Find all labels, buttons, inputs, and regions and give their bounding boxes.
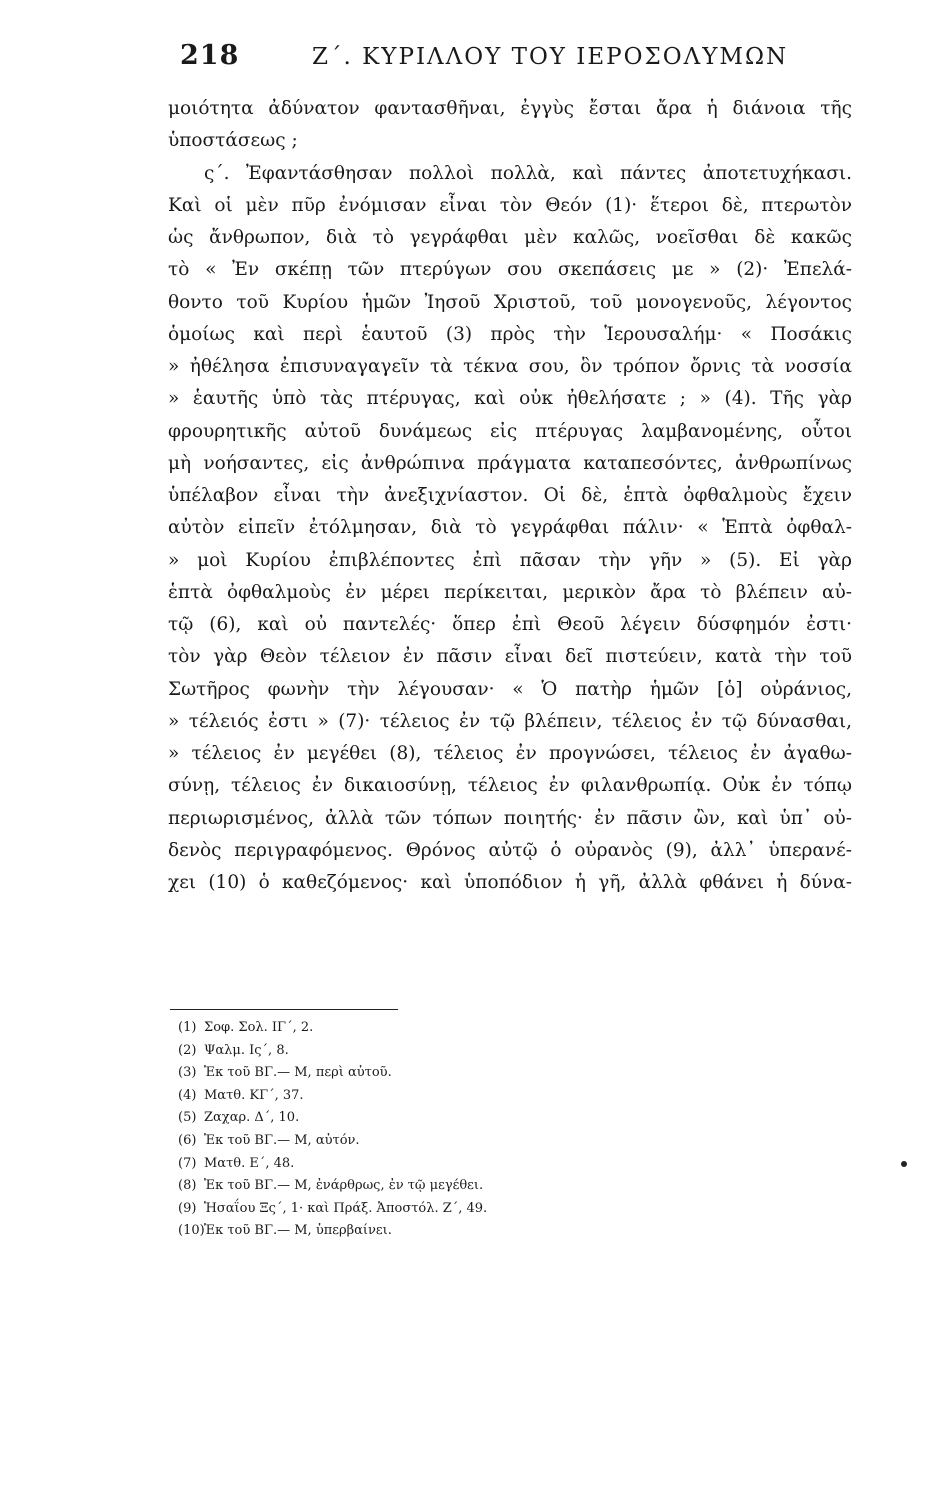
text-line: τῷ (6), καὶ οὐ παντελές· ὅπερ ἐπὶ Θεοῦ λέγειν δύσφημόν ἐστι· <box>168 614 852 635</box>
main-text <box>168 93 852 899</box>
text-line: αὐτὸν εἰπεῖν ἐτόλμησαν, διὰ τὸ γεγράφθαι πάλιν· « Ἑπτὰ ὀφθαλ- <box>168 517 852 539</box>
footnote <box>178 1062 678 1085</box>
footnote-text: Ἐκ τοῦ ΒΓ.— Μ, περὶ αὐτοῦ. <box>204 1065 392 1081</box>
footnote-number: (4) <box>178 1087 197 1103</box>
footnote <box>178 1175 678 1198</box>
footnote-number: (5) <box>178 1110 197 1126</box>
text-line: ὑποστάσεως ; <box>168 130 298 152</box>
footnote-text: Ματθ. ΚΓ΄, 37. <box>204 1087 304 1103</box>
footnotes <box>178 1017 678 1243</box>
footnote <box>178 1017 678 1040</box>
footnote <box>178 1198 678 1221</box>
text-line: περιωρισμένος, ἀλλὰ τῶν τόπων ποιητής· ἐν πᾶσιν ὢν, καὶ ὑπ᾽ οὐ- <box>168 807 852 829</box>
footnote-text: Ψαλμ. Ις΄, 8. <box>204 1042 289 1058</box>
text-line: μοιότητα ἀδύνατον φαντασθῆναι, ἐγγὺς ἔσται ἄρα ἡ διάνοια τῆς <box>168 98 852 119</box>
footnote <box>178 1085 678 1108</box>
text-line: » τέλειός ἐστι » (7)· τέλειος ἐν τῷ βλέπειν, τέλειος ἐν τῷ δύνασθαι, <box>168 710 852 732</box>
page-number: 218 <box>180 40 240 71</box>
page-header <box>170 40 850 80</box>
text-line: Σωτῆρος φωνὴν τὴν λέγουσαν· « Ὁ πατὴρ ἡμῶν [ὁ] οὐράνιος, <box>168 678 852 700</box>
text-line: » τέλειος ἐν μεγέθει (8), τέλειος ἐν προγνώσει, τέλειος ἐν ἀγαθω- <box>168 743 852 764</box>
text-line: τὸν γὰρ Θεὸν τέλειον ἐν πᾶσιν εἶναι δεῖ πιστεύειν, κατὰ τὴν τοῦ <box>168 646 852 668</box>
text-line: ἑπτὰ ὀφθαλμοὺς ἐν μέρει περίκειται, μερικὸν ἄρα τὸ βλέπειν αὐ- <box>168 581 852 603</box>
footnote-divider <box>170 1009 398 1010</box>
footnote-text: Σοφ. Σολ. ΙΓ΄, 2. <box>204 1020 314 1035</box>
footnote-text: Ἐκ τοῦ ΒΓ.— Μ, αὐτόν. <box>204 1132 360 1148</box>
ink-dot <box>901 1161 907 1167</box>
footnote-number: (9) <box>178 1200 197 1216</box>
text-line: ὁμοίως καὶ περὶ ἑαυτοῦ (3) πρὸς τὴν Ἱερουσαλήμ· « Ποσάκις <box>168 323 852 345</box>
footnote-text: Ἐκ τοῦ ΒΓ.— Μ, ἐνάρθρως, ἐν τῷ μεγέθει. <box>204 1178 484 1194</box>
footnote-number: (3) <box>178 1065 197 1081</box>
text-line: μὴ νοήσαντες, εἰς ἀνθρώπινα πράγματα καταπεσόντες, ἀνθρωπίνως <box>168 452 852 474</box>
running-title: Ζ΄. ΚΥΡΙΛΛΟΥ ΤΟΥ ΙΕΡΟΣΟΛΥΜΩΝ <box>312 44 789 70</box>
text-line: » ἠθέλησα ἐπισυναγαγεῖν τὰ τέκνα σου, ὃν τρόπον ὄρνις τὰ νοσσία <box>168 356 852 377</box>
footnote-text: Ἡσαΐου Ξς΄, 1· καὶ Πράξ. Ἀποστόλ. Ζ΄, 49. <box>204 1200 488 1216</box>
text-line: φρουρητικῆς αὐτοῦ δυνάμεως εἰς πτέρυγας λαμβανομένης, οὗτοι <box>168 420 852 442</box>
footnote <box>178 1107 678 1130</box>
footnote-text: Ζαχαρ. Δ΄, 10. <box>204 1110 300 1126</box>
text-line: ὑπέλαβον εἶναι τὴν ἀνεξιχνίαστον. Οἱ δὲ, ἑπτὰ ὀφθαλμοὺς ἔχειν <box>168 485 852 506</box>
footnote-number: (6) <box>178 1132 197 1148</box>
footnote-number: (1) <box>178 1020 197 1035</box>
footnote-number: (7) <box>178 1155 197 1171</box>
text-line: Καὶ οἱ μὲν πῦρ ἐνόμισαν εἶναι τὸν Θεόν (1)· ἕτεροι δὲ, πτερωτὸν <box>168 194 852 216</box>
text-line: » μοὶ Κυρίου ἐπιβλέποντες ἐπὶ πᾶσαν τὴν γῆν » (5). Εἰ γὰρ <box>168 549 852 571</box>
footnote <box>178 1153 678 1176</box>
footnote <box>178 1130 678 1153</box>
footnote-text: Ἐκ τοῦ ΒΓ.— Μ, ὑπερβαίνει. <box>204 1223 392 1239</box>
text-line: θοντο τοῦ Κυρίου ἡμῶν Ἰησοῦ Χριστοῦ, τοῦ μονογενοῦς, λέγοντος <box>168 291 852 313</box>
text-line: σύνῃ, τέλειος ἐν δικαιοσύνῃ, τέλειος ἐν φιλανθρωπίᾳ. Οὐκ ἐν τόπῳ <box>168 775 852 797</box>
text-line: δενὸς περιγραφόμενος. Θρόνος αὐτῷ ὁ οὐρανὸς (9), ἀλλ᾽ ὑπερανέ- <box>168 839 852 861</box>
footnote-number: (2) <box>178 1042 197 1058</box>
text-line: ὡς ἄνθρωπον, διὰ τὸ γεγράφθαι μὲν καλῶς, νοεῖσθαι δὲ κακῶς <box>168 227 852 248</box>
footnote-number: (8) <box>178 1178 197 1194</box>
text-line: τὸ « Ἐν σκέπῃ τῶν πτερύγων σου σκεπάσεις με » (2)· Ἐπελά- <box>168 259 852 281</box>
text-line: χει (10) ὁ καθεζόμενος· καὶ ὑποπόδιον ἡ γῆ, ἀλλὰ φθάνει ἡ δύνα- <box>168 872 852 893</box>
text-line: ς΄. Ἐφαντάσθησαν πολλοὶ πολλὰ, καὶ πάντες ἀποτετυχήκασι. <box>204 162 852 184</box>
footnote <box>178 1220 678 1243</box>
footnote-number: (10) <box>178 1223 205 1239</box>
footnote <box>178 1040 678 1063</box>
text-line: » ἑαυτῆς ὑπὸ τὰς πτέρυγας, καὶ οὐκ ἠθελήσατε ; » (4). Τῆς γὰρ <box>168 388 852 410</box>
footnote-text: Ματθ. Ε΄, 48. <box>204 1155 295 1171</box>
